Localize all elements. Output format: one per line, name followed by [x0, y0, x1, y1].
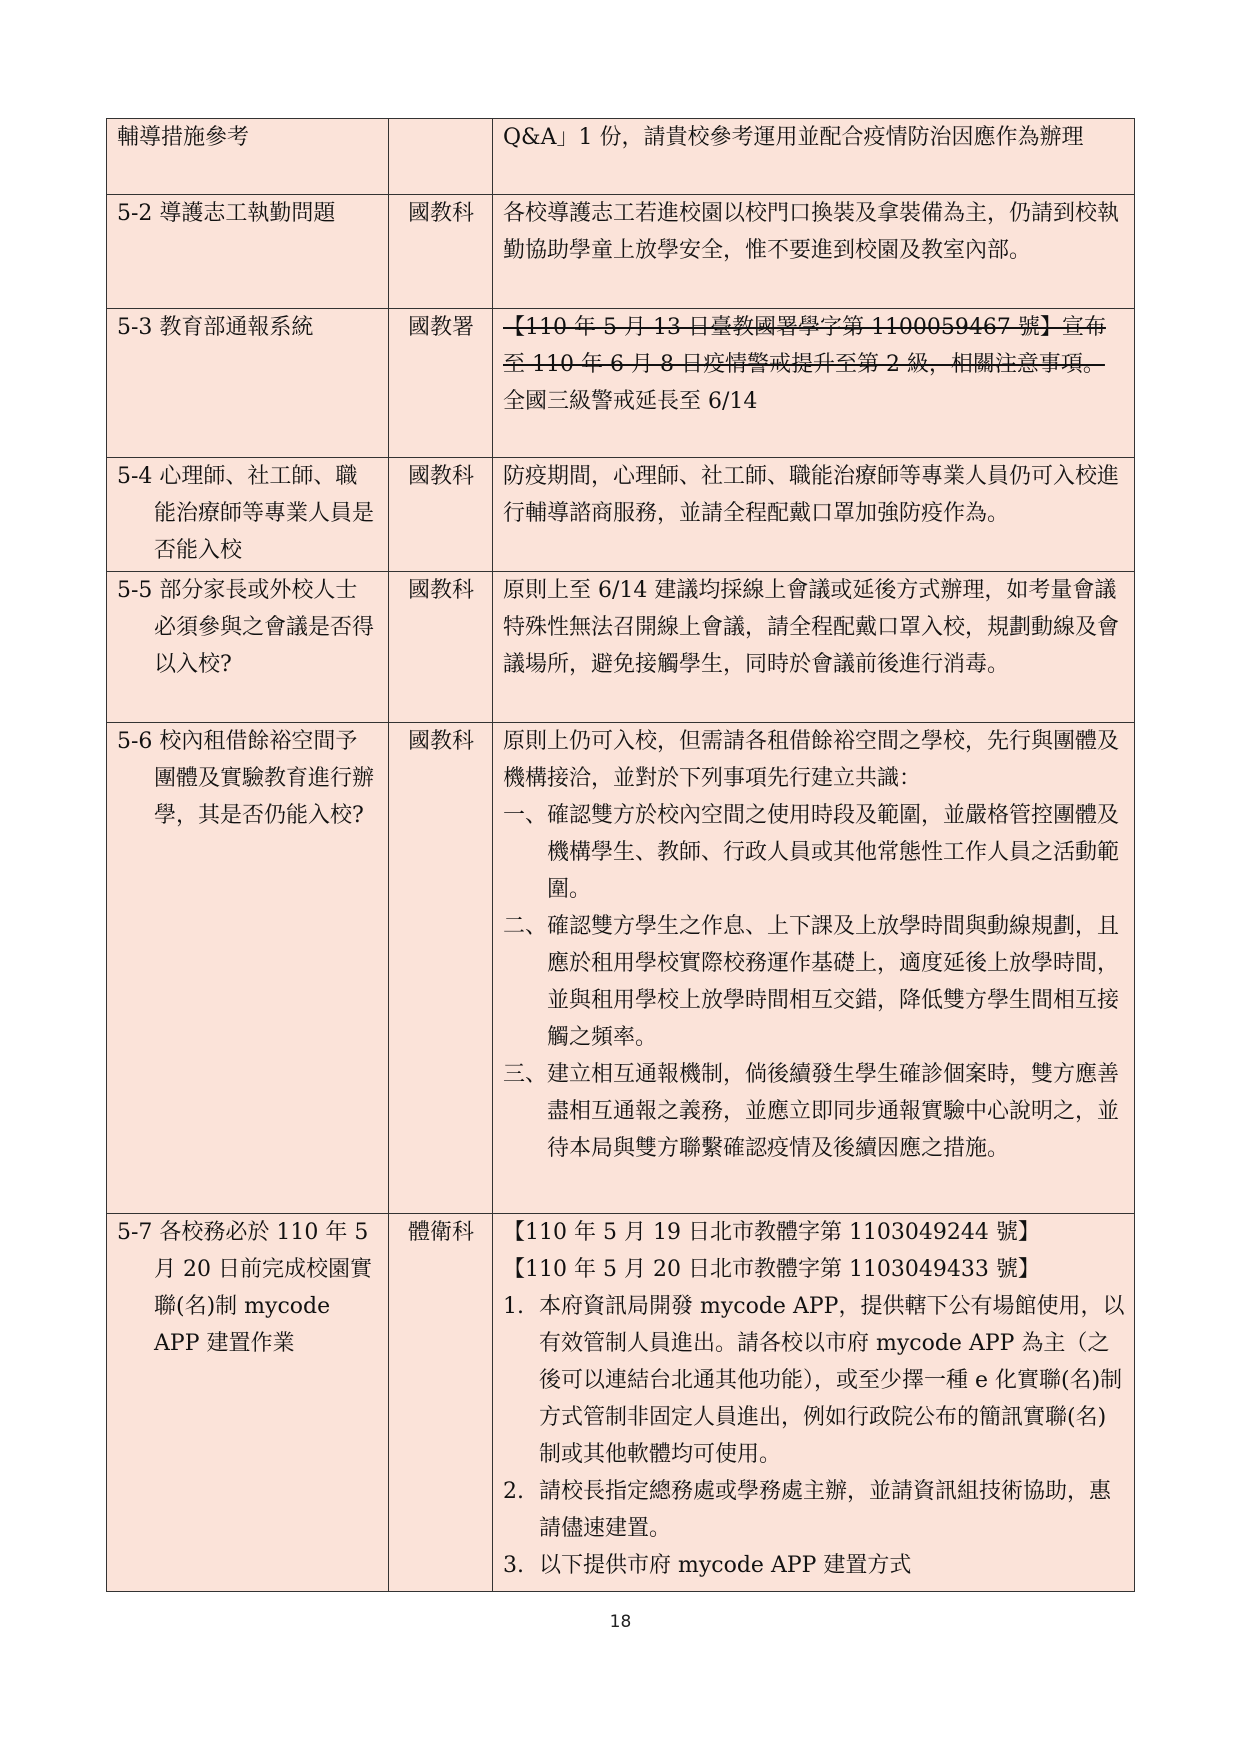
list-item: 二、 確認雙方學生之作息、上下課及上放學時間與動線規劃，且應於租用學校實際校務運作基礎上，適度延後上放學時間，並與租用學校上放學時間相互交錯，降低雙方學生間相互接觸之頻率。	[503, 914, 1120, 1050]
topic-cell: 5-5 部分家長或外校人士必須參與之會議是否得以入校?	[107, 572, 389, 723]
list-item: 3. 以下提供市府 mycode APP 建置方式	[503, 1553, 912, 1578]
description-cell	[493, 572, 1135, 723]
table-row	[107, 195, 1135, 309]
table-row	[107, 458, 1135, 572]
description-text: 原則上至 6/14 建議均採線上會議或延後方式辦理，如考量會議特殊性無法召開線上會議，請全程配戴口罩入校，規劃動線及會議場所，避免接觸學生，同時於會議前後進行消毒。	[503, 578, 1120, 677]
unit-cell: 體衛科	[389, 1214, 493, 1592]
table-row	[107, 1214, 1135, 1592]
struck-notice: 【110 年 5 月 13 日臺教國署學字第 1100059467 號】宣布至 110 年 6 月 8 日疫情警戒提升至第 2 級，相關注意事項。	[503, 315, 1106, 377]
description-cell	[493, 723, 1135, 1214]
measures-table	[106, 118, 1135, 1592]
topic-cell: 5-2 導護志工執勤問題	[107, 195, 389, 309]
description-text: Q&A」1 份，請貴校參考運用並配合疫情防治因應作為辦理	[503, 125, 1084, 150]
document-reference: 【110 年 5 月 20 日北市教體字第 1103049433 號】	[503, 1257, 1040, 1282]
table-row	[107, 723, 1135, 1214]
unit-cell: 國教署	[389, 309, 493, 458]
document-reference: 【110 年 5 月 19 日北市教體字第 1103049244 號】	[503, 1220, 1040, 1245]
topic-cell: 5-4 心理師、社工師、職能治療師等專業人員是否能入校	[107, 458, 389, 572]
list-item: 三、 建立相互通報機制，倘後續發生學生確診個案時，雙方應善盡相互通報之義務，並應立即同步通報實驗中心說明之，並待本局與雙方聯繫確認疫情及後續因應之措施。	[503, 1062, 1120, 1161]
topic-cell: 輔導措施參考	[107, 119, 389, 195]
description-cell	[493, 195, 1135, 309]
unit-cell: 國教科	[389, 723, 493, 1214]
description-cell	[493, 458, 1135, 572]
unit-cell: 國教科	[389, 572, 493, 723]
table-row	[107, 309, 1135, 458]
list-item: 2. 請校長指定總務處或學務處主辦，並請資訊組技術協助，惠請儘速建置。	[503, 1479, 1112, 1541]
list-item: 一、 確認雙方於校內空間之使用時段及範圍，並嚴格管控團體及機構學生、教師、行政人員或其他常態性工作人員之活動範圍。	[503, 803, 1120, 902]
topic-cell: 5-3 教育部通報系統	[107, 309, 389, 458]
description-cell	[493, 119, 1135, 195]
description-cell	[493, 1214, 1135, 1592]
unit-cell	[389, 119, 493, 195]
description-cell	[493, 309, 1135, 458]
description-text: 原則上仍可入校，但需請各租借餘裕空間之學校，先行與團體及機構接洽，並對於下列事項先行建立共識：	[503, 729, 1120, 791]
table-row	[107, 119, 1135, 195]
description-text: 全國三級警戒延長至 6/14	[503, 389, 758, 414]
unit-cell: 國教科	[389, 458, 493, 572]
description-text: 各校導護志工若進校園以校門口換裝及拿裝備為主，仍請到校執勤協助學童上放學安全，惟不要進到校園及教室內部。	[503, 201, 1120, 263]
topic-cell: 5-7 各校務必於 110 年 5 月 20 日前完成校園實聯(名)制 mycode APP 建置作業	[107, 1214, 389, 1592]
list-item: 1. 本府資訊局開發 mycode APP，提供轄下公有場館使用，以有效管制人員進出。請各校以市府 mycode APP 為主（之後可以連結台北通其他功能），或至少擇一種 e 化實聯(名)制方式管制非固定人員進出，例如行政院公布的簡訊實聯(名)制或其他軟體均可使用。	[503, 1294, 1125, 1467]
unit-cell: 國教科	[389, 195, 493, 309]
description-text: 防疫期間，心理師、社工師、職能治療師等專業人員仍可入校進行輔導諮商服務，並請全程配戴口罩加強防疫作為。	[503, 464, 1120, 526]
page-number: 18	[609, 1612, 632, 1632]
table-row	[107, 572, 1135, 723]
topic-cell: 5-6 校內租借餘裕空間予團體及實驗教育進行辦學，其是否仍能入校?	[107, 723, 389, 1214]
